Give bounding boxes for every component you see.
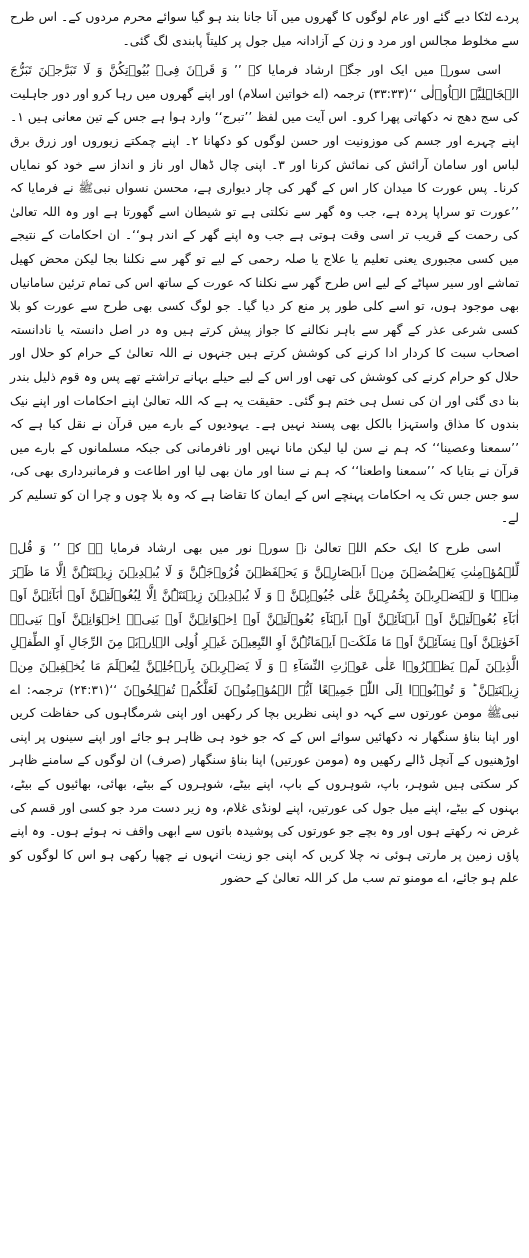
paragraph-1: پردے لٹکا دیے گئے اور عام لوگوں کا گھروں میں آنا جانا بند ہو گیا سوائے محرم مردوں کے۔ اس طرح سے مخلوط مجالس اور مرد و زن کے آزادانہ میل جول پر کلیتاً پابندی لگ گئی۔ bbox=[10, 10, 519, 48]
paragraph-2: اسی سورۃ میں ایک اور جگہ ارشاد فرمایا کہ ’’ وَ قَرۡنَ فِیۡ بُیُوۡتِکُنَّ وَ لَا تَبَرَّجۡنَ تَبَرُّجَ الۡجَاہِلِیَّۃِ الۡاُوۡلٰی ‘‘(۳۳:۳۳) ترجمہ (اے خواتین اسلام) اور اپنے گھروں میں رہا کرو اور دور جاہلیت کی سج دھج نہ دکھاتی پھرا کرو۔ اس آیت میں لفظ ’’تبرج‘‘ وارد ہوا ہے جس کے تین معانی ہیں ۱۔ اپنے چہرے اور جسم کی موزونیت اور حسن لوگوں کو دکھانا ۲۔ اپنے چمکتے زیوروں اور زرق برق لباس اور سامان آرائش کی نمائش کرنا اور ۳۔ اپنی چال ڈھال اور ناز و انداز سے خود کو نمایاں کرنا۔ پس عورت کا میدان کار اس کے گھر کی چار دیواری ہے، محسن نسواں نبیﷺ نے فرمایا کہ ’’عورت تو سراپا پردہ ہے، جب وہ گھر سے نکلتی ہے تو شیطان اسے گھورتا ہے اور وہ اللہ تعالیٰ کی رحمت کے قریب تر اسی وقت ہوتی ہے جب وہ اپنے گھر کے اندر ہو‘‘۔ ان احکامات کے نتیجے میں کسی مجبوری یعنی تعلیم یا علاج یا صلہ رحمی کے لیے تو گھر سے نکلنا بجا لیکن محض کھیل تماشے اور سیر سپاٹے کے لیے اس طرح گھر سے نکلنا کہ عورت کے ساتھ اس کی تمام ترئین سامانیاں بھی موجود ہوں، تو اسے کلی طور پر منع کر دیا گیا۔ جو لوگ کسی بھی طرح سے عورت کو بلا کسی شرعی عذر کے گھر سے باہر نکالنے کا جواز پیش کرتے ہیں وہ در اصل دانستہ یا نادانستہ اصحاب سبت کا کردار ادا کرنے کی کوشش کرتے ہیں جنہوں نے اللہ تعالیٰ کے حرام کو حلال اور حلال کو حرام کرنے کی کوشش کی تھی اور اس کے لیے حیلے بہانے تراشتے تھے پس وہ قوم ذلیل بندر بنا دی گئی اور ان کی نسل ہی ختم ہو گئی۔ حقیقت یہ ہے کہ اللہ تعالیٰ اپنے احکامات اور اپنے نیک بندوں کا مذاق واستہزا بالکل بھی پسند نہیں ہے۔ یہودیوں کے بارے میں قرآن نے نقل کیا ہے کہ ’’سمعنا وعصینا‘‘ کہ ہم نے سن لیا لیکن مانا نہیں اور نافرمانی کی جبکہ مسلمانوں کے بارے میں قرآن نے بتایا کہ ’’سمعنا واطعنا‘‘ کہ ہم نے سنا اور مان بھی لیا اور اطاعت و فرمانبرداری بھی کی، سو جس جس تک یہ احکامات پہنچے اس کے ایمان کا تقاضا ہے کہ وہ بلا چوں و چرا ان کو تسلیم کر لے۔ bbox=[10, 63, 519, 526]
paragraph-3: اسی طرح کا ایک حکم اللہ تعالیٰ نے سورۃ نور میں بھی ارشاد فرمایا ہے کہ ’’ وَ قُلۡ لِّلۡمُؤۡمِنٰتِ یَغۡضُضۡنَ مِنۡ اَبۡصَارِہِنَّ وَ یَحۡفَظۡنَ فُرُوۡجَہُنَّ وَ لَا یُبۡدِیۡنَ زِیۡنَتَہُنَّ اِلَّا مَا ظَہَرَ مِنۡہَا وَ لۡیَضۡرِبۡنَ بِخُمُرِہِنَّ عَلٰی جُیُوۡبِہِنَّ ۪ وَ لَا یُبۡدِیۡنَ زِیۡنَتَہُنَّ اِلَّا لِبُعُوۡلَتِہِنَّ اَوۡ اٰبَآئِہِنَّ اَوۡ اٰبَآءِ بُعُوۡلَتِہِنَّ اَوۡ اَبۡنَآئِہِنَّ اَوۡ اَبۡنَآءِ بُعُوۡلَتِہِنَّ اَوۡ اِخۡوَانِہِنَّ اَوۡ بَنِیۡۤ اِخۡوَانِہِنَّ اَوۡ بَنِیۡۤ اَخَوٰتِہِنَّ اَوۡ نِسَآئِہِنَّ اَوۡ مَا مَلَکَتۡ اَیۡمَانُہُنَّ اَوِ التّٰبِعِیۡنَ غَیۡرِ اُولِی الۡاِرۡبَۃِ مِنَ الرِّجَالِ اَوِ الطِّفۡلِ الَّذِیۡنَ لَمۡ یَظۡہَرُوۡا عَلٰی عَوۡرٰتِ النِّسَآءِ ۪ وَ لَا یَضۡرِبۡنَ بِاَرۡجُلِہِنَّ لِیُعۡلَمَ مَا یُخۡفِیۡنَ مِنۡ زِیۡنَتِہِنَّ ؕ وَ تُوۡبُوۡۤا اِلَی اللّٰہِ جَمِیۡعًا اَیُّہَ الۡمُؤۡمِنُوۡنَ لَعَلَّکُمۡ تُفۡلِحُوۡنَ ‘‘(۲۴:۳۱) ترجمہ: اے نبیﷺ مومن عورتوں سے کہہ دو اپنی نظریں بچا کر رکھیں اور اپنی شرمگاہوں کی حفاظت کریں اور اپنا بناؤ سنگھار نہ دکھائیں سوائے اس کے کہ جو خود ہی ظاہر ہو جائے اور اپنے سینوں پر اپنی اوڑھنیوں کے آنچل ڈالے رکھیں وہ (مومن عورتیں) اپنا بناؤ سنگھار (صرف) ان لوگوں کے سامنے ظاہر کر سکتی ہیں شوہر، باپ، شوہروں کے باپ، اپنے بیٹے، شوہروں کے بیٹے، بھائی، بھائیوں کے بیٹے، بہنوں کے بیٹے، اپنے میل جول کی عورتیں، اپنے لونڈی غلام، وہ زیر دست مرد جو کسی اور قسم کی غرض نہ رکھتے ہوں اور وہ بچے جو عورتوں کی پوشیدہ باتوں سے ابھی واقف نہ ہوئے ہوں۔ وہ اپنے پاؤں زمین پر مارتی ہوئی نہ چلا کریں کہ اپنی جو زینت انہوں نے چھپا رکھی ہو اس کا لوگوں کو علم ہو جائے، اے مومنو تم سب مل کر اللہ تعالیٰ کے حضور bbox=[10, 541, 519, 886]
